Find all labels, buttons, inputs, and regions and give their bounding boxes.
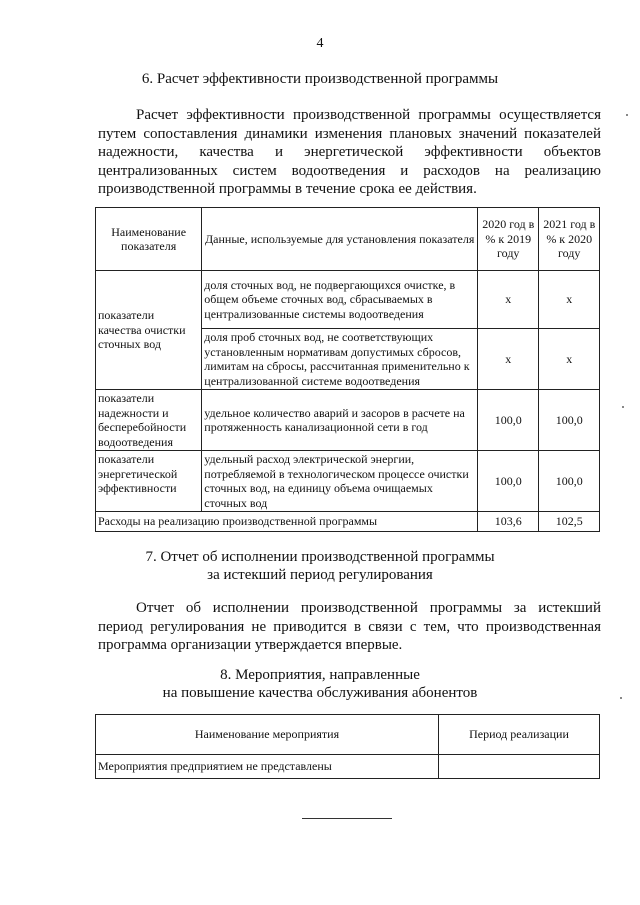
indicator-group-name: показатели качества очистки сточных вод <box>96 271 202 390</box>
value-2020: x <box>478 271 539 329</box>
closing-rule <box>302 818 392 819</box>
value-2020: 100,0 <box>478 451 539 512</box>
paragraph-line: период регулирования не приводится в связи с тем, что производственная <box>98 618 601 635</box>
paragraph-line: Расчет эффективности производственной программы осуществляется <box>136 107 601 123</box>
measure-name: Мероприятия предприятием не представлены <box>96 755 439 779</box>
value-2021: 100,0 <box>539 451 600 512</box>
header-data: Данные, используемые для установления показателя <box>202 208 478 271</box>
scan-speck <box>622 406 624 408</box>
expenses-label: Расходы на реализацию производственной программы <box>96 512 478 532</box>
paragraph-line: производственной программы в течение срока ее действия. <box>98 181 477 197</box>
value-2021: x <box>539 271 600 329</box>
section-6-paragraph <box>98 106 601 199</box>
indicator-group-name: показатели надежности и бесперебойности водоотведения <box>96 390 202 451</box>
table-header-row <box>96 208 600 271</box>
paragraph-line: централизованных систем водоотведения и расходов на реализацию <box>98 162 601 179</box>
header-2021: 2021 год в % к 2020 году <box>539 208 600 271</box>
measure-period <box>439 755 600 779</box>
indicator-data: удельное количество аварий и засоров в расчете на протяженность канализационной сети в год <box>202 390 478 451</box>
efficiency-table <box>95 207 600 532</box>
indicator-data: доля проб сточных вод, не соответствующих установленным нормативам допустимых сбросов, лимитам на сбросы, рассчитанная применительно к централизованной системе водоотведения <box>202 329 478 390</box>
value-2020: 100,0 <box>478 390 539 451</box>
section-7-title-line: 7. Отчет об исполнении производственной программы <box>145 549 495 565</box>
table-row <box>96 512 600 532</box>
table-row <box>96 390 600 451</box>
page-number: 4 <box>316 36 324 51</box>
scan-speck <box>626 114 628 116</box>
table-row <box>96 271 600 329</box>
paragraph-line: Отчет об исполнении производственной программы за истекший <box>136 600 601 616</box>
table-header-row <box>96 715 600 755</box>
scan-speck <box>620 697 622 699</box>
value-2021: x <box>539 329 600 390</box>
expenses-2020: 103,6 <box>478 512 539 532</box>
paragraph-line: путем сопоставления динамики изменения плановых значений показателей <box>98 125 601 142</box>
value-2021: 100,0 <box>539 390 600 451</box>
header-name: Наименование показателя <box>96 208 202 271</box>
section-7-title <box>60 548 580 584</box>
paragraph-line: программа организации утверждается впервые. <box>98 637 403 653</box>
section-8-title-line: на повышение качества обслуживания абонентов <box>162 685 478 701</box>
table-row <box>96 451 600 512</box>
section-8-title-line: 8. Мероприятия, направленные <box>220 667 420 683</box>
section-7-title-line: за истекший период регулирования <box>207 567 433 583</box>
header-measure-name: Наименование мероприятия <box>96 715 439 755</box>
section-6-title: 6. Расчет эффективности производственной программы <box>141 71 499 87</box>
section-8-title <box>60 666 580 702</box>
indicator-data: доля сточных вод, не подвергающихся очистке, в общем объеме сточных вод, сбрасываемых в централизованные системы водоотведения <box>202 271 478 329</box>
value-2020: x <box>478 329 539 390</box>
expenses-2021: 102,5 <box>539 512 600 532</box>
table-row <box>96 755 600 779</box>
indicator-data: удельный расход электрической энергии, потребляемой в технологическом процессе очистки сточных вод, на единицу объема очищаемых сточных вод <box>202 451 478 512</box>
header-2020: 2020 год в % к 2019 году <box>478 208 539 271</box>
paragraph-line: надежности, качества и энергетической эффективности объектов <box>98 144 601 160</box>
measures-table <box>95 714 600 779</box>
indicator-group-name: показатели энергетической эффективности <box>96 451 202 512</box>
header-period: Период реализации <box>439 715 600 755</box>
section-7-paragraph <box>98 599 601 655</box>
